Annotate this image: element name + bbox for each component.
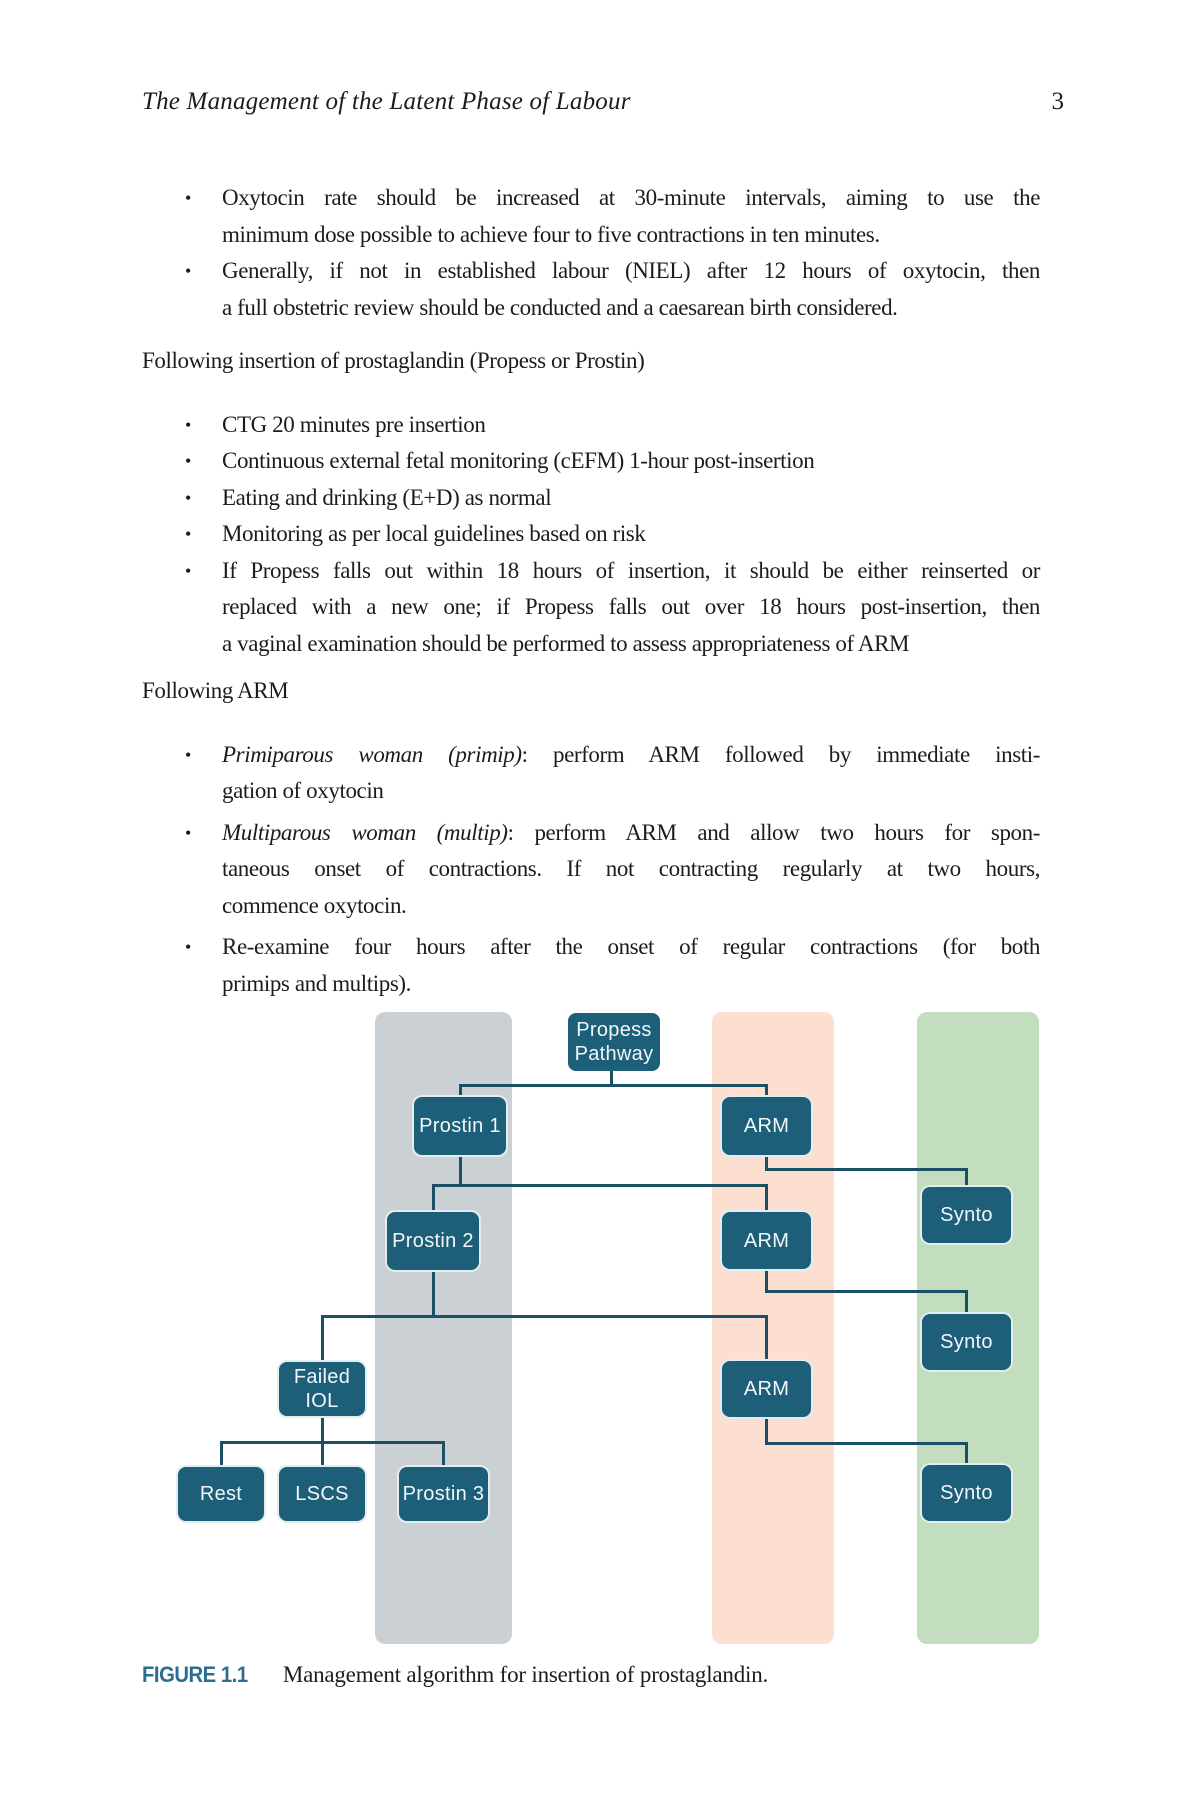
text-line: commence oxytocin. <box>222 892 407 918</box>
connector-segment <box>459 1157 462 1187</box>
flow-node-prostin-1: Prostin 1 <box>412 1095 508 1157</box>
list-item <box>185 180 1047 253</box>
text-line: Oxytocin rate should be increased at 30-minute intervals, aiming to use the <box>222 185 1040 210</box>
connector-segment <box>321 1315 324 1362</box>
bullet-icon: • <box>185 451 192 471</box>
bullet-icon: • <box>185 822 192 843</box>
figure-caption-label: FIGURE 1.1 <box>142 1662 248 1687</box>
flow-node-arm-3: ARM <box>720 1359 813 1419</box>
bullet-icon: • <box>185 414 192 435</box>
text-line: CTG 20 minutes pre insertion <box>222 411 486 437</box>
connector-segment <box>321 1315 768 1318</box>
flow-node-prostin-3: Prostin 3 <box>397 1465 490 1523</box>
list-item <box>185 253 1047 326</box>
section-heading-prostaglandin: Following insertion of prostaglandin (Propess or Prostin) <box>142 348 645 373</box>
flow-node-synto-3: Synto <box>920 1463 1013 1523</box>
bullet-icon: • <box>185 487 192 508</box>
bullet-icon: • <box>185 560 192 581</box>
bullet-icon: • <box>185 744 192 765</box>
text-run: : perform ARM followed by immediate insti- <box>521 741 1040 767</box>
italic-term: Multiparous woman (multip) <box>222 819 508 845</box>
list-item <box>185 407 1047 444</box>
connector-segment <box>432 1184 768 1187</box>
connector-segment <box>765 1184 768 1212</box>
text-line: a vaginal examination should be performed to assess appropriateness of ARM <box>222 630 910 656</box>
connector-segment <box>321 1441 324 1467</box>
text-line: primips and multips). <box>222 970 412 996</box>
connector-segment <box>220 1441 223 1467</box>
bullet-list-arm <box>185 737 1047 1003</box>
flow-node-synto-1: Synto <box>920 1185 1013 1245</box>
text-line: Continuous external fetal monitoring (cEFM) 1-hour post-insertion <box>222 448 815 473</box>
figure-caption <box>142 1662 768 1688</box>
running-head <box>142 88 1064 116</box>
section-heading-arm: Following ARM <box>142 678 289 703</box>
text-line: Generally, if not in established labour (NIEL) after 12 hours of oxytocin, then <box>222 258 1040 283</box>
text-run: : perform ARM and allow two hours for spon- <box>507 819 1040 845</box>
connector-segment <box>432 1272 435 1318</box>
text-line: Eating and drinking (E+D) as normal <box>222 484 552 510</box>
figure-caption-text: Management algorithm for insertion of prostaglandin. <box>282 1662 769 1687</box>
text-line: Re-examine four hours after the onset of regular contractions (for both <box>222 934 1040 959</box>
list-item <box>185 516 1047 553</box>
connector-segment <box>432 1184 435 1212</box>
flow-node-failed-iol: Failed IOL <box>277 1360 367 1418</box>
text-line: Monitoring as per local guidelines based on risk <box>222 521 646 546</box>
text-line: a full obstetric review should be conducted and a caesarean birth considered. <box>222 294 898 320</box>
text-line: If Propess falls out within 18 hours of insertion, it should be either reinserted or <box>222 557 1040 583</box>
text-line: replaced with a new one; if Propess falls out over 18 hours post-insertion, then <box>222 594 1040 619</box>
connector-segment <box>965 1442 968 1465</box>
bullet-icon: • <box>185 261 192 281</box>
list-item <box>185 815 1047 925</box>
connector-segment <box>442 1441 445 1467</box>
connector-segment <box>765 1442 968 1445</box>
list-item <box>185 443 1047 480</box>
text-line <box>222 815 1040 852</box>
flow-node-arm-2: ARM <box>720 1210 813 1271</box>
flow-node-propess-pathway: Propess Pathway <box>568 1013 660 1071</box>
list-item <box>185 737 1047 810</box>
list-item <box>185 553 1047 663</box>
flow-node-arm-1: ARM <box>720 1095 813 1157</box>
bullet-list-oxytocin <box>185 180 1047 326</box>
bullet-icon: • <box>185 524 192 544</box>
connector-segment <box>765 1290 968 1293</box>
text-column <box>142 180 1047 1002</box>
connector-segment <box>765 1315 768 1361</box>
list-item <box>185 929 1047 1002</box>
connector-segment <box>965 1290 968 1314</box>
connector-segment <box>459 1084 768 1087</box>
list-item <box>185 480 1047 517</box>
connector-segment <box>220 1441 445 1444</box>
italic-term: Primiparous woman (primip) <box>222 741 522 767</box>
flow-node-lscs: LSCS <box>277 1465 367 1523</box>
flow-node-synto-2: Synto <box>920 1312 1013 1372</box>
flow-node-rest: Rest <box>176 1465 266 1523</box>
page-title: The Management of the Latent Phase of Labour <box>142 88 631 115</box>
bullet-list-prostaglandin <box>185 407 1047 663</box>
bullet-icon: • <box>185 188 192 208</box>
page-number: 3 <box>1051 88 1064 115</box>
text-line: minimum dose possible to achieve four to five contractions in ten minutes. <box>222 221 880 247</box>
connector-segment <box>765 1168 968 1171</box>
bullet-icon: • <box>185 937 192 957</box>
text-line: gation of oxytocin <box>222 778 384 803</box>
text-line: taneous onset of contractions. If not contracting regularly at two hours, <box>222 856 1040 881</box>
text-line <box>222 737 1040 774</box>
flow-node-prostin-2: Prostin 2 <box>385 1210 481 1272</box>
